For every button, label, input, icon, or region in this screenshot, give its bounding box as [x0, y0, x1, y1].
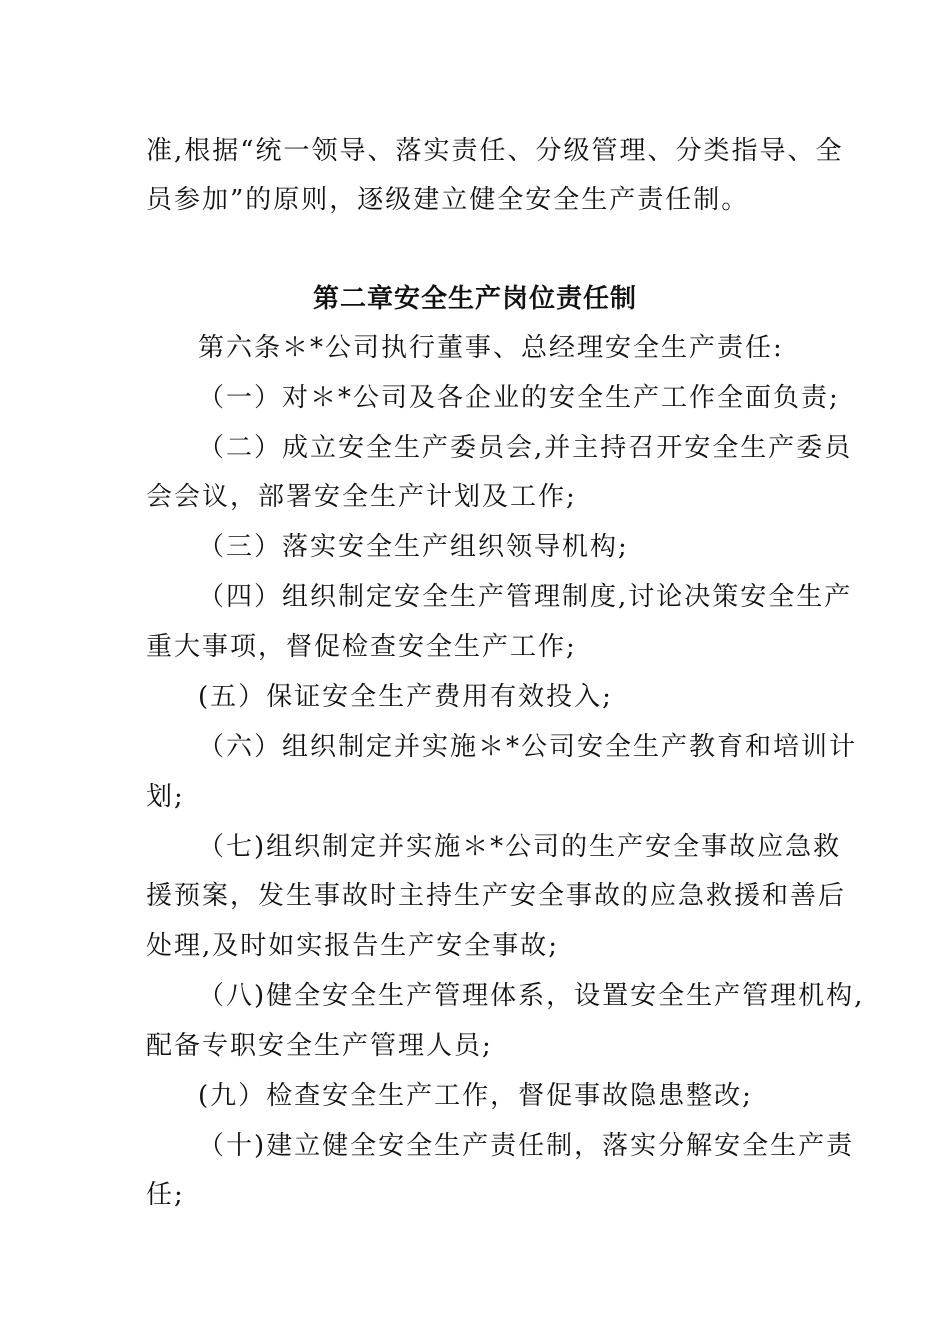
- item-5-line-1: (五）保证安全生产费用有效投入;: [198, 682, 613, 712]
- item-7-line-2: 援预案，发生事故时主持生产安全事故的应急救援和善后: [146, 881, 847, 911]
- item-4-line-2: 重大事项，督促检查安全生产工作;: [146, 632, 577, 662]
- item-6-line-2: 划;: [146, 782, 185, 812]
- item-4-line-1: （四）组织制定安全生产管理制度,讨论决策安全生产: [198, 582, 853, 612]
- item-2-line-1: （二）成立安全生产委员会,并主持召开安全生产委员: [198, 433, 853, 463]
- chapter-title: 第二章安全生产岗位责任制: [312, 284, 637, 314]
- item-8-line-1: （八)健全安全生产管理体系，设置安全生产管理机构,: [198, 981, 865, 1011]
- item-10-line-2: 任;: [146, 1180, 185, 1210]
- intro-line-1: 准,根据“统一领导、落实责任、分级管理、分类指导、全: [146, 136, 844, 166]
- item-2-line-2: 会会议，部署安全生产计划及工作;: [146, 482, 577, 512]
- item-3-line-1: （三）落实安全生产组织领导机构;: [198, 532, 629, 562]
- article-heading: 第六条＊*公司执行董事、总经理安全生产责任:: [198, 333, 784, 363]
- item-1-line-1: （一）对＊*公司及各企业的安全生产工作全面负责;: [198, 383, 840, 413]
- item-7-line-3: 处理,及时如实报告生产安全事故;: [146, 931, 560, 961]
- item-8-line-2: 配备专职安全生产管理人员;: [146, 1031, 493, 1061]
- item-7-line-1: （七)组织制定并实施＊*公司的生产安全事故应急救: [198, 832, 842, 862]
- item-6-line-1: （六）组织制定并实施＊*公司安全生产教育和培训计: [198, 732, 858, 762]
- item-9-line-1: (九）检查安全生产工作，督促事故隐患整改;: [198, 1081, 753, 1111]
- intro-line-2: 员参加”的原则，逐级建立健全安全生产责任制。: [146, 185, 750, 215]
- item-10-line-1: （十)建立健全安全生产责任制，落实分解安全生产责: [198, 1131, 855, 1161]
